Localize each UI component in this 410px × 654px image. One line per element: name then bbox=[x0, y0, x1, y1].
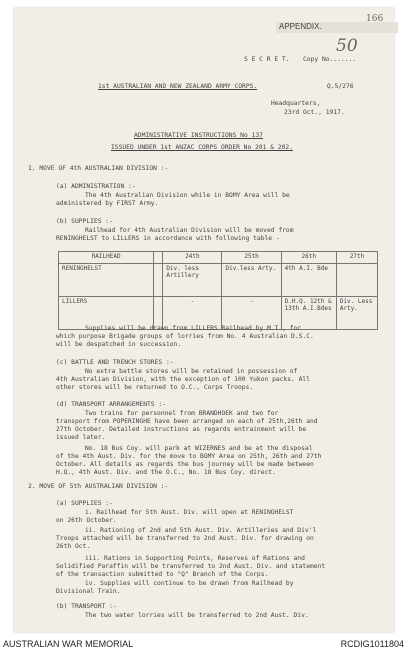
footer-source: AUSTRALIAN WAR MEMORIAL bbox=[3, 639, 134, 649]
section-2a-line: Troops attached will be transferred to 2nd Aust. Div. for drawing on bbox=[56, 535, 314, 542]
document-date: 23rd Oct., 1917. bbox=[284, 109, 345, 116]
section-2a-line: on 26th October. bbox=[56, 517, 117, 524]
table-cell: - bbox=[222, 297, 281, 330]
section-1d-heading: (d) TRANSPORT ARRANGEMENTS :- bbox=[56, 401, 166, 408]
section-1b-heading: (b) SUPPLIES :- bbox=[56, 218, 113, 225]
section-1a-line: administered by FIRST Army. bbox=[56, 200, 159, 207]
section-1c-line: other stores will be returned to O.C., Corps Troops. bbox=[56, 384, 254, 391]
section-1a-line: The 4th Australian Division while in BOMY Area will be bbox=[85, 192, 290, 199]
secret-label: S E C R E T. bbox=[244, 56, 290, 63]
supplies-note-line: which purpose Brigade groups of lorries from No. 4 Australian D.S.C. bbox=[56, 333, 314, 340]
table-cell: LILLERS bbox=[59, 297, 154, 330]
table-cell: Div. less Artillery bbox=[163, 264, 222, 297]
supplies-note-line: Supplies will be drawn from LILLERS Railhead by M.T., for bbox=[85, 325, 302, 332]
section-1-heading: 1. MOVE OF 4th AUSTRALIAN DIVISION :- bbox=[28, 165, 169, 172]
table-cell bbox=[336, 264, 377, 297]
section-1c-heading: (c) BATTLE AND TRENCH STORES :- bbox=[56, 359, 174, 366]
table-header bbox=[154, 252, 163, 264]
table-cell: Div. Less Arty. bbox=[336, 297, 377, 330]
table-header: RAILHEAD bbox=[59, 252, 154, 264]
appendix-label: APPENDIX. bbox=[279, 22, 322, 31]
folio-number: 166 bbox=[366, 14, 384, 24]
copy-number-handwritten: 50 bbox=[336, 36, 358, 56]
section-2a-line: Solidified Paraffin will be transferred to 2nd Aust. Div. and statement bbox=[56, 563, 326, 570]
section-2-heading: 2. MOVE OF 5th AUSTRALIAN DIVISION :- bbox=[28, 483, 169, 490]
table-header: 27th bbox=[336, 252, 377, 264]
section-1d-line: October. All details as regards the bus journey will be made between bbox=[56, 461, 314, 468]
section-1d-line: No. 18 Bus Coy. will park at WIZERNES and be at the disposal bbox=[85, 445, 313, 452]
section-2a-line: iii. Rations in Supporting Points, Reserves of Rations and bbox=[85, 555, 305, 562]
document-subtitle: ISSUED UNDER 1st ANZAC CORPS ORDER No 201 & 202. bbox=[111, 144, 293, 151]
section-1d-line: issued later. bbox=[56, 434, 106, 441]
archive-footer bbox=[0, 634, 410, 654]
section-1d-line: Two trains for personnel from BRANDHOEK and two for bbox=[85, 410, 279, 417]
section-2a-line: iv. Supplies will continue to be drawn from Railhead by bbox=[85, 580, 294, 587]
table-header: 24th bbox=[163, 252, 222, 264]
footer-record-id: RCDIG1011804 bbox=[340, 639, 404, 649]
table-header-row bbox=[59, 252, 378, 264]
table-header: 25th bbox=[222, 252, 281, 264]
document-title: ADMINISTRATIVE INSTRUCTIONS No 137 bbox=[134, 132, 263, 139]
section-2a-line: 26th Oct. bbox=[56, 543, 91, 550]
document-page bbox=[14, 8, 394, 632]
section-1c-line: 4th Australian Division, with the exception of 100 Yukon packs. All bbox=[56, 376, 311, 383]
section-1c-line: No extra battle stores will be retained in possession of bbox=[85, 368, 298, 375]
table-cell: - bbox=[163, 297, 222, 330]
section-1b-line: Railhead for 4th Australian Division will be moved from bbox=[85, 227, 294, 234]
section-1a-heading: (a) ADMINISTRATION :- bbox=[56, 183, 136, 190]
table-cell: Div.less Arty. bbox=[222, 264, 281, 297]
railhead-table bbox=[58, 251, 378, 330]
section-2b-line: The two water lorries will be transferred to 2nd Aust. Div. bbox=[85, 612, 309, 619]
table-header: 26th bbox=[281, 252, 336, 264]
section-1d-line: H.Q., 4th Aust. Div. and the O.C., No. 18 Bus Coy. direct. bbox=[56, 469, 276, 476]
section-2a-line: Divisional Train. bbox=[56, 588, 121, 595]
table-cell: RENINGHELST bbox=[59, 264, 154, 297]
copy-number-label: Copy No....... bbox=[303, 56, 357, 63]
table-row bbox=[59, 264, 378, 297]
table-cell: 4th A.I. Bde bbox=[281, 264, 336, 297]
supplies-note-line: will be despatched in succession. bbox=[56, 341, 182, 348]
section-1d-line: transport from POPERINGHE have been arranged on each of 25th,26th and bbox=[56, 418, 318, 425]
table-cell bbox=[154, 264, 163, 297]
section-2a-heading: (a) SUPPLIES :- bbox=[56, 500, 113, 507]
corps-heading: 1st AUSTRALIAN AND NEW ZEALAND ARMY CORPS. bbox=[98, 83, 258, 90]
section-2a-line: of the transaction submitted to "Q" Branch of the Corps. bbox=[56, 571, 269, 578]
section-2b-heading: (b) TRANSPORT :- bbox=[56, 603, 117, 610]
section-1d-line: 27th October. Detailed instructions as regards entrainment will be bbox=[56, 426, 307, 433]
headquarters-line: Headquarters, bbox=[271, 100, 321, 107]
reference-number: Q.5/276 bbox=[327, 83, 354, 90]
section-1b-line: RENINGHELST to LILLERS in accordance with following table - bbox=[56, 235, 280, 242]
section-1d-line: of the 4th Aust. Div. for the move to BOMY Area on 25th, 26th and 27th bbox=[56, 453, 322, 460]
section-2a-line: ii. Rationing of 2nd and 5th Aust. Div. Artilleries and Div'l bbox=[85, 527, 317, 534]
table-cell: D.H.Q. 12th & 13th A.I.Bdes bbox=[281, 297, 336, 330]
section-2a-line: i. Railhead for 5th Aust. Div. will open at RENINGHELST bbox=[85, 509, 294, 516]
